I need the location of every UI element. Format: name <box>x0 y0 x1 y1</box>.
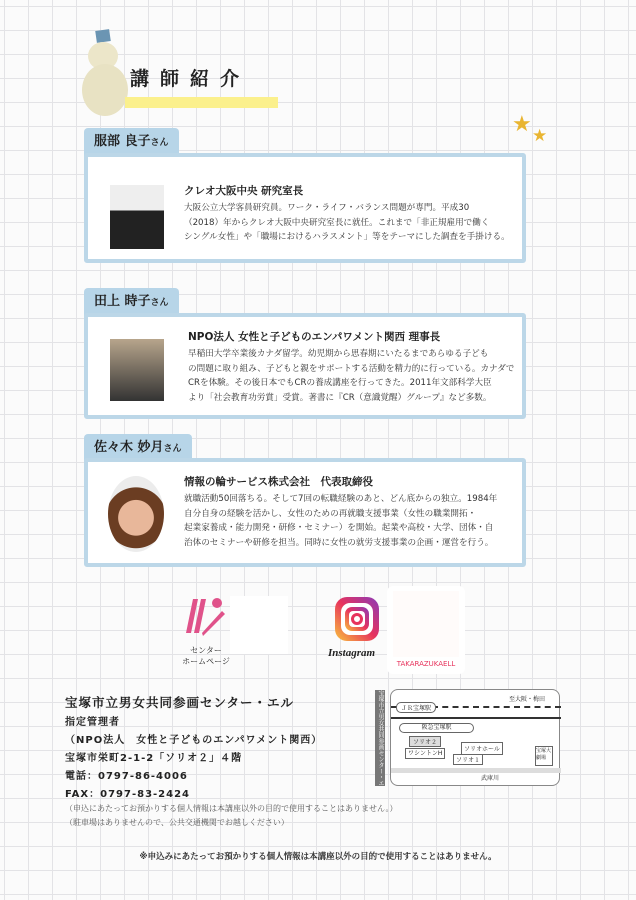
speaker-name-tab: 佐々木 妙月さん <box>84 434 192 462</box>
speaker-name-tab: 服部 良子さん <box>84 128 179 156</box>
center-name: 宝塚市立男女共同参画センター・エル <box>65 695 295 710</box>
speaker-desc-line: 自分自身の経験を活かし、女性のための再就職支援事業（女性の職業開拓・ <box>184 508 477 519</box>
instagram-icon[interactable] <box>335 597 379 641</box>
instagram-qr-card[interactable] <box>387 586 465 674</box>
manager-name: （NPO法人 女性と子どものエンパワメント関西） <box>65 735 323 746</box>
star-icon: ★ <box>512 112 532 137</box>
fax: FAX：0797-83-2424 <box>65 789 191 800</box>
manager-label: 指定管理者 <box>65 717 120 728</box>
address: 宝塚市栄町2-1-2「ソリオ２」４階 <box>65 753 243 764</box>
speaker-desc-line: 起業家養成・能力開発・研修・セミナー）を開始。起業や高校・大学、団体・自 <box>184 523 494 533</box>
speaker-card <box>84 153 526 263</box>
privacy-note: （申込にあたってお預かりする個人情報は本講座以外の目的で使用することはありません。） <box>65 804 398 813</box>
instagram-label: Instagram <box>328 647 376 659</box>
speaker-desc-line: 大阪公立大学客員研究員。ワーク・ライフ・バランス問題が専門。平成30 <box>184 203 470 213</box>
instagram-qr-code <box>393 591 459 657</box>
speaker-desc-line: CRを体験。その後日本でもCRの養成講座を行ってきた。2011年文部科学大臣 <box>188 378 492 388</box>
map-label: 至大阪・梅田 <box>509 696 546 703</box>
map-label: ソリオ２ <box>409 736 441 747</box>
speaker-desc-line: シングル女性」や「職場におけるハラスメント」等をテーマにした調査を手掛ける。 <box>184 232 510 242</box>
speaker-desc-line: （2018）年からクレオ大阪中央研究室長に就任。これまで「非正規雇用で働く <box>184 217 490 228</box>
speaker-desc-line: の問題に取り組み、子どもと親をサポートする活動を精力的に行っている。カナダで <box>188 363 515 374</box>
star-icon: ★ <box>532 126 548 146</box>
footer-note: ※申込みにあたってお預かりする個人情報は本講座以外の目的で使用することはありません。 <box>139 852 497 862</box>
access-map <box>390 689 560 786</box>
speaker-photo <box>108 476 164 552</box>
map-label: ワシントンH <box>405 748 445 759</box>
map-label: ＪＲ宝塚駅 <box>396 702 436 713</box>
speaker-photo <box>110 185 164 249</box>
speaker-desc-line: 就職活動50回落ちる。そして7回の転職経験のあと、どん底からの独立。1984年 <box>184 494 498 504</box>
center-logo-icon <box>185 597 227 637</box>
speaker-desc-line: 早稲田大学卒業後カナダ留学。幼児期から思春期にいたるまであらゆる子ども <box>188 349 489 359</box>
speaker-desc-line: より「社会教育功労賞」受賞。著書に『CR（意識覚醒）グループ』など多数。 <box>188 392 492 403</box>
phone: 電話：0797-86-4006 <box>65 771 188 782</box>
title-underline <box>125 97 278 108</box>
speaker-title: クレオ大阪中央 研究室長 <box>184 185 304 197</box>
map-label: ソリオホール <box>461 742 503 755</box>
speaker-card <box>84 458 526 567</box>
homepage-label: センター ホームページ <box>182 646 230 666</box>
homepage-qr-code[interactable] <box>230 596 288 654</box>
page-title: 講師紹介 <box>130 68 251 90</box>
speaker-title: NPO法人 女性と子どものエンパワメント関西 理事長 <box>188 331 441 343</box>
map-label: ソリオ１ <box>453 754 483 765</box>
parking-note: （駐車場はありませんので、公共交通機関でお越しください） <box>65 818 289 827</box>
map-label: 武庫川 <box>481 775 500 782</box>
speaker-photo <box>110 339 164 401</box>
speaker-desc-line: 治体のセミナーや研修を担当。同時に女性の就労支援事業の企画・運営を行う。 <box>184 537 494 548</box>
map-label: 阪急宝塚駅 <box>399 723 474 733</box>
speaker-name-tab: 田上 時子さん <box>84 288 179 316</box>
speaker-title: 情報の輪サービス株式会社 代表取締役 <box>184 476 373 488</box>
map-label: 宝塚大劇場 <box>535 746 553 766</box>
map-side-label: 宝塚市立男女共同参画センター・エル <box>368 690 384 786</box>
speaker-card <box>84 313 526 419</box>
instagram-account: TAKARAZUKAELL <box>396 660 456 668</box>
